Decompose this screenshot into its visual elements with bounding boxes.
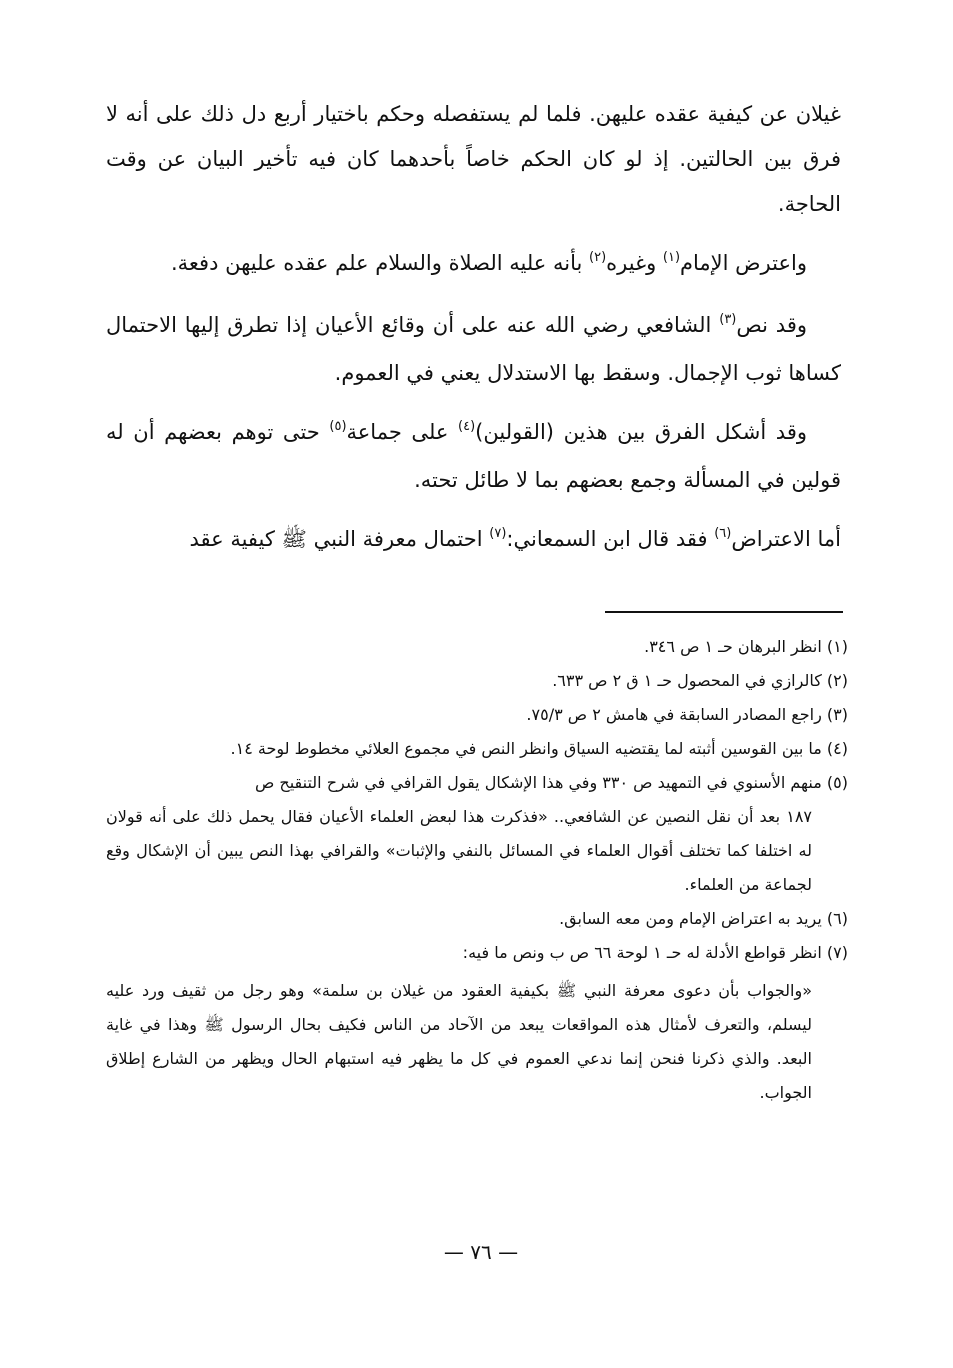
paragraph-1-text: غيلان عن كيفية عقده عليهن. فلما لم يستفصله وحكم باختيار أربع دل ذلك على أنه لا فرق بين الحالتين. إذ لو كان الحكم خاصاً بأحدهما كان فيه تأخير البيان عن وقت الحاجة. (106, 102, 841, 216)
paragraph-2-text-a: واعترض الإمام (680, 251, 807, 275)
paragraph-2 (106, 241, 841, 289)
paragraph-3-text-b: الشافعي رضي الله عنه على أن وقائع الأعيان إذا تطرق إليها الاحتمال كساها ثوب الإجمال. وسقط بها الاستدلال يعني في العموم. (106, 313, 841, 385)
paragraph-2-text-c: بأنه عليه الصلاة والسلام علم عقده عليهن دفعة. (170, 251, 590, 275)
footnote-4: (٤) ما بين القوسين أثبته لما يقتضيه السياق وانظر النص في مجموع العلائي مخطوط لوحة ١٤. (230, 739, 848, 758)
main-text (106, 92, 841, 579)
paragraph-5-text-b: فقد قال ابن السمعاني: (506, 527, 715, 551)
paragraph-4 (106, 410, 841, 503)
footnote-5: (٥) منهم الأسنوي في التمهيد ص ٣٣٠ وفي هذا الإشكال يقول القرافي في شرح التنقيح ص (254, 773, 848, 792)
paragraph-4-text-b: على جماعة (346, 420, 459, 444)
paragraph-3 (106, 303, 841, 396)
footnote-1: (١) انظر البرهان حـ ١ ص ٣٤٦. (644, 637, 848, 656)
paragraph-4-text-a: وقد أشكل الفرق بين هذين (القولين) (475, 420, 807, 444)
footnote-ref-5[interactable]: (٥) (329, 419, 347, 434)
footnote-2: (٢) كالرازي في المحصول حـ ١ ق ٢ ص ٦٣٣. (552, 671, 848, 690)
paragraph-4-text-c: حتى توهم بعضهم أن له قولين في المسألة وجمع بعضهم بما لا طائل تحته. (106, 420, 841, 492)
footnote-ref-6[interactable]: (٦) (714, 526, 732, 541)
footnote-7-quote: «والجواب بأن دعوى معرفة النبي ﷺ بكيفية العقود من غيلان بن سلمة» وهو رجل من ثقيف ورد عليه ليسلم، والتعرف لأمثال هذه المواقعات يبعد من الآحاد من الناس فكيف بحال الرسول ﷺ وهذا في غاية البعد. والذي ذكرنا فنحن إنما ندعي العموم في كل ما يظهر فيه استبهام الحال ويظهر من الشارع إطلاق الجواب. (106, 981, 812, 1102)
paragraph-1 (106, 92, 841, 227)
paragraph-5-text-c: احتمال معرفة النبي ﷺ كيفية عقد (189, 527, 490, 551)
footnote-6: (٦) يريد به اعتراض الإمام ومن معه السابق. (559, 909, 848, 928)
footnote-ref-3[interactable]: (٣) (719, 312, 737, 327)
paragraph-5 (106, 517, 841, 565)
footnote-ref-7[interactable]: (٧) (489, 526, 507, 541)
paragraph-2-text-b: وغيره (606, 251, 663, 275)
paragraph-3-text-a: وقد نص (736, 313, 808, 337)
footnote-7: (٧) انظر قواطع الأدلة له حـ ١ لوحة ٦٦ ص ب ونص ما فيه: (462, 943, 848, 962)
footnote-ref-2[interactable]: (٢) (589, 250, 607, 265)
footnote-ref-4[interactable]: (٤) (458, 419, 476, 434)
paragraph-5-text-a: أما الاعتراض (731, 527, 841, 551)
footnote-5-continuation: ١٨٧ بعد أن نقل النصين عن الشافعي.. «فذكرت هذا لبعض العلماء الأعيان فقال يحمل ذلك على أنه قولان له اختلفا كما تختلف أقوال العلماء في المسائل بالنفي والإثبات» والقرافي بهذا النص يبين أن الإشكال وقع لجماعة من العلماء. (106, 807, 812, 894)
footnote-3: (٣) راجع المصادر السابقة في هامش ٢ ص ٧٥/٣. (526, 705, 848, 724)
page-number: — ٧٦ — (443, 1240, 519, 1264)
footnote-ref-1[interactable]: (١) (662, 250, 681, 265)
footnote-separator (605, 611, 843, 613)
footnotes (106, 630, 848, 1110)
